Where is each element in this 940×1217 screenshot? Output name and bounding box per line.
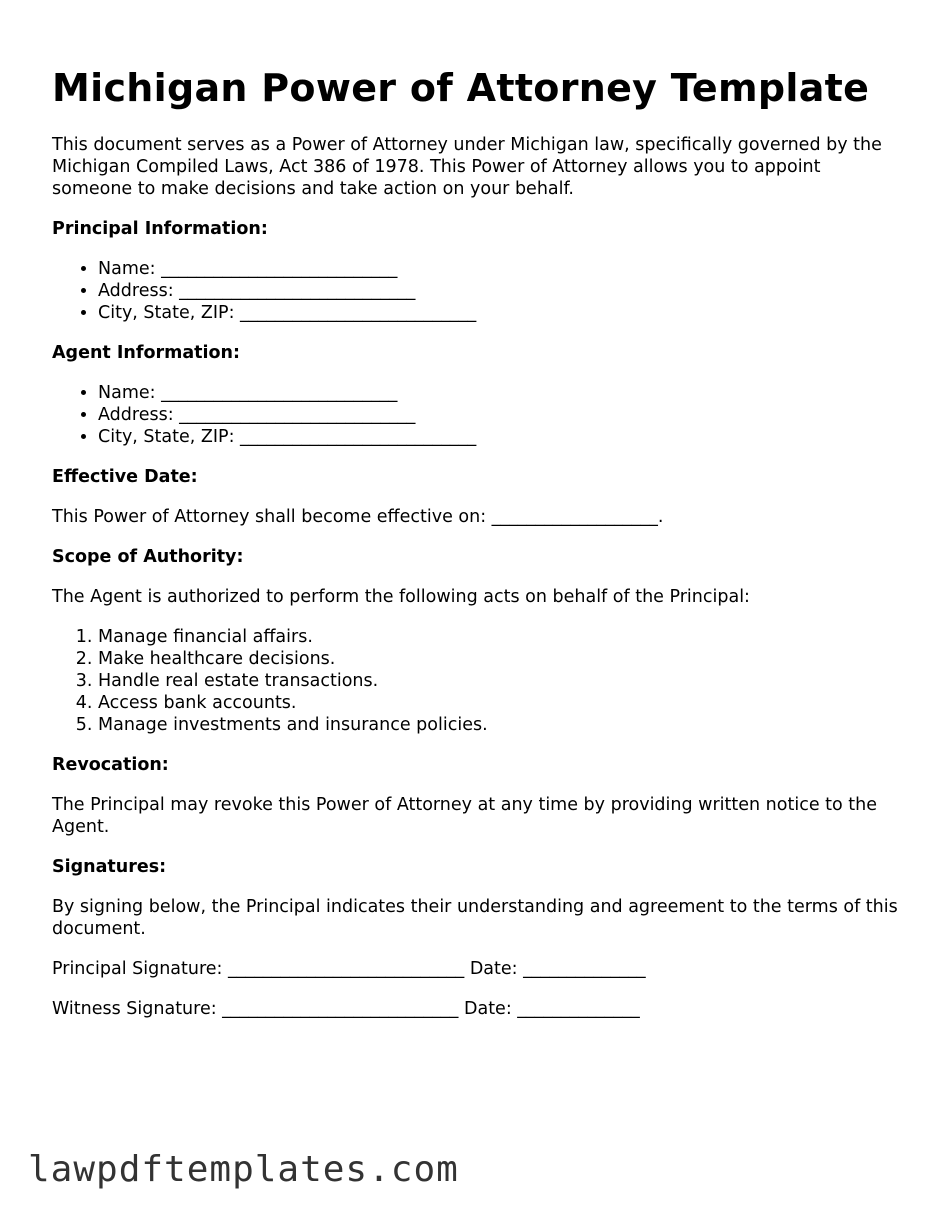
scope-text: The Agent is authorized to perform the following acts on behalf of the Principal: — [52, 587, 750, 607]
witness-signature-line: Witness Signature: ___________________________ Date: ______________ — [52, 999, 640, 1019]
signatures-text: By signing below, the Principal indicates their understanding and agreement to the terms of this document. — [52, 897, 898, 939]
agent-city-state-zip-field: • City, State, ZIP: ___________________________ — [98, 426, 902, 448]
signatures-heading: Signatures: — [52, 857, 167, 877]
revocation-text: The Principal may revoke this Power of Attorney at any time by providing written notice to the Agent. — [52, 795, 877, 837]
principal-city-state-zip-field: • City, State, ZIP: ___________________________ — [98, 302, 902, 324]
scope-item: 2. Make healthcare decisions. — [98, 648, 902, 670]
scope-item: 4. Access bank accounts. — [98, 692, 902, 714]
effective-date-text: This Power of Attorney shall become effective on: ___________________. — [52, 507, 664, 527]
document-page — [52, 64, 902, 1038]
scope-heading: Scope of Authority: — [52, 547, 244, 567]
principal-address-field: • Address: ___________________________ — [98, 280, 902, 302]
agent-address-field: • Address: ___________________________ — [98, 404, 902, 426]
principal-name-field: • Name: ___________________________ — [98, 258, 902, 280]
agent-fields-list — [52, 382, 902, 448]
scope-item: 5. Manage investments and insurance policies. — [98, 714, 902, 736]
page-title: Michigan Power of Attorney Template — [52, 66, 870, 110]
principal-heading: Principal Information: — [52, 219, 268, 239]
revocation-heading: Revocation: — [52, 755, 169, 775]
watermark: lawpdftemplates.com — [28, 1149, 459, 1190]
scope-item: 3. Handle real estate transactions. — [98, 670, 902, 692]
effective-date-heading: Effective Date: — [52, 467, 198, 487]
agent-heading: Agent Information: — [52, 343, 240, 363]
scope-acts-list — [52, 626, 902, 736]
principal-signature-line: Principal Signature: ___________________________ Date: ______________ — [52, 959, 646, 979]
scope-item: 1. Manage financial affairs. — [98, 626, 902, 648]
intro-paragraph: This document serves as a Power of Attorney under Michigan law, specifically governed by the Michigan Compiled Laws, Act 386 of 1978. This Power of Attorney allows you to appoint someone to make decisions and take action on your behalf. — [52, 135, 882, 199]
principal-fields-list — [52, 258, 902, 324]
agent-name-field: • Name: ___________________________ — [98, 382, 902, 404]
